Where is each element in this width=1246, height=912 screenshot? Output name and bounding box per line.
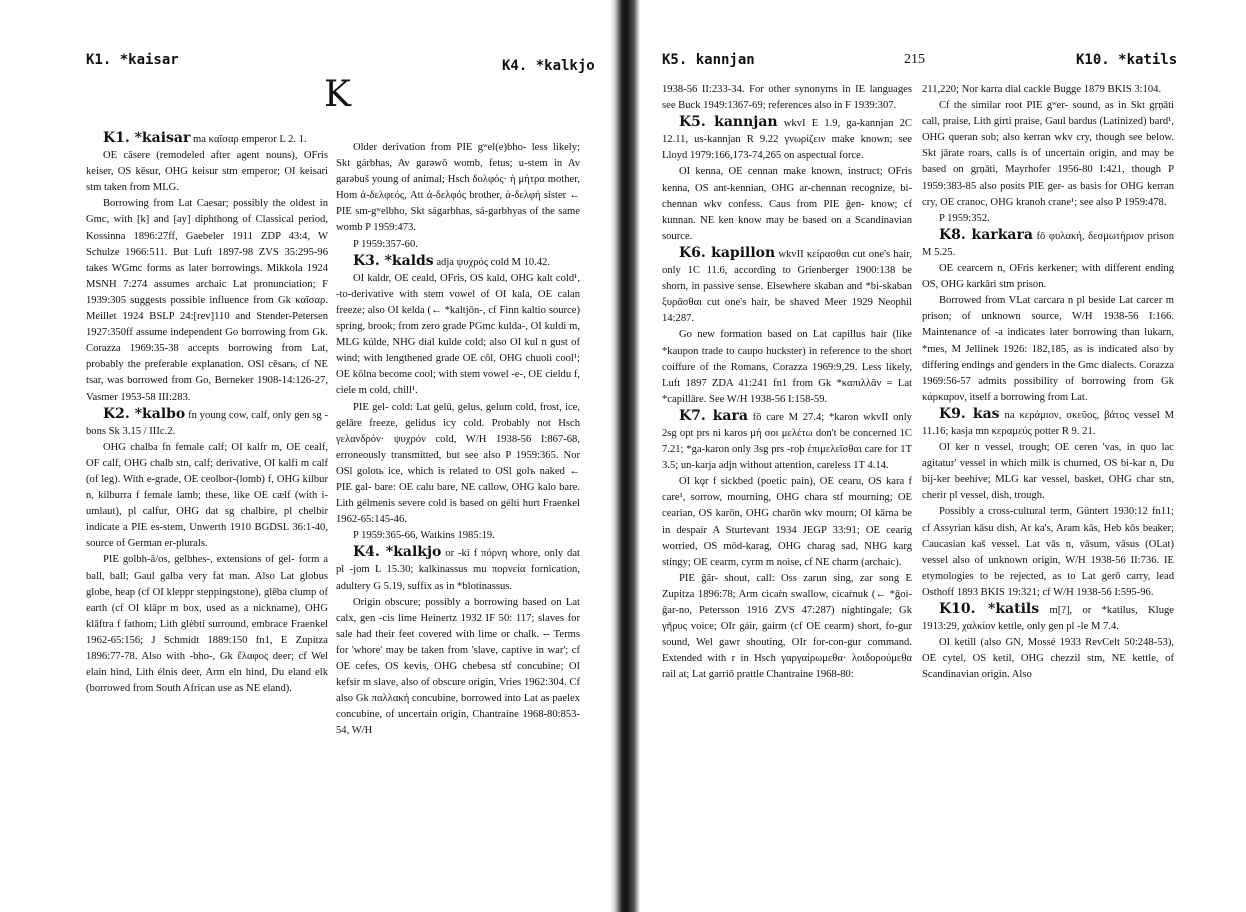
body-paragraph [922,440,1174,504]
entry-headword: K10. *katils [938,601,1040,617]
running-head-right: K10. *katils [1076,52,1178,68]
paragraph-text: OI kǫr f sickbed (poetic pain), OE cearu, OS kara f care¹, sorrow, mourning, OHG chara stf mourning; OE cearian, OS karōn, OHG charōn wkv mourn; OI kārna be in despair A Sturtevant 1934 JEGP 33:91; OE cearig worried, OS mōd-karag, OHG charag sad, NHG karg stingy; OE cearm, cyrm m noise, cf NE charm (archaic). [662,476,912,568]
entry-headword: K7. kara [678,407,748,424]
paragraph-text: PIE golbh-ā/os, gelbhes-, extensions of gel- form a ball, ball; Gaul galba very fat man. Also Lat globus globe, heap (cf OI kleppr steppingstone), glēba clump of earth (cf OI klāpr m box, used as a nickname), OHG klāftra f fathom; Lith glėbti surround, embrace Fraenkel 1962-65:156; J Schmidt 1889:150 fn1, E Zupitza 1896:77-78. Also with -bho-, Gk ἔλαφος deer; cf Wel elain hind, Lith élnis deer, Arm eln hind, Du eland elk (borrowed from South African use as NE eland). [86,554,328,695]
entry-paragraph [922,601,1174,635]
paragraph-text: fō φυλακή, δεσμωτήριον prison M 5.25. [922,230,1174,258]
entry-headword: K8. karkara [938,226,1033,243]
paragraph-text: OI ker n vessel, trough; OE ceren 'vas, in quo lac agitatur' vessel in which milk is churned, OS bi-kar n, Du bij-ker beehive; MLG kar vessel, basket, OHG char stn, cherir pl vessel, dish, trough. [922,442,1174,502]
paragraph-text: Origin obscure; possibly a borrowing based on Lat calx, gen -cis lime Heinertz 1932 IF 50: 117; slaves for sale had their feet covered with lime or chalk. -- Terms for 'whore' may be taken from 'slave, captive in war'; cf OE cefes, OS kevis, OHG chebesa stf concubine; OI kefsir m slave, also of obscure origin, Vries 1962:304. Cf also Gk παλλακή concubine, borrowed into Lat as paelex concubine, of uncertain origin, Chantraine 1968-80:853-54, W/H [336,596,580,737]
section-letter: K [324,74,351,115]
paragraph-text: Possibly a cross-cultural term, Güntert 1930:12 fn11; cf Assyrian kāsu dish, Ar ka's, Aram kās, Heb kōs beaker; Caucasian kaš vessel. Lat vās n, vāsum, vāsus (OLat) vessel also of unknown origin, W/H 1938-56 II:736. IE etymologies to be rejected, as to Lat gerō carry, lead Osthoff 1893 BKIS 19:321; cf W/H 1938-56 I:595-96. [922,506,1174,598]
paragraph-text: Borrowed from VLat carcara n pl beside Lat carcer m prison; of unknown source, W/H 1938-56 I:166. Maintenance of -a indicates later borrowing than lukarn, *mes, M Jellinek 1926: 182,185, as is indicated also by differing endings and genders in the Gmc dialects. Corazza 1969:56-57 admits possibility of borrowing from Gk κάρκαρον, itself a borrowing from Lat. [922,295,1174,403]
body-paragraph [922,211,1174,227]
right-column-2 [922,82,1174,683]
body-paragraph [86,196,328,405]
body-paragraph [86,440,328,553]
entry-paragraph [336,544,580,594]
entry-paragraph [922,227,1174,261]
paragraph-text: m[?], or *katilus, Kluge 1913:29, χαλκίον kettle, only gen pl -le M 7.4. [922,605,1175,633]
paragraph-text: PIE gel- cold: Lat gelū, gelus, gelum cold, frost, ice, gelāre freeze, gelidus icy cold. Probably not Hsch γελανδρόν· ψυχρόν cold, W/H 1938-56 I:867-68, erroneously transmitted, but see also P 1959:365. Nor OSl golotь ice, which is related to OSl golъ naked ← PIE gal- bare: OE calu bare, NE callow, OHG kalo bare. Lith gélmenis severe cold is based on gélti hurt Fraenkel 1962-65:145-46. [336,401,580,526]
paragraph-text: OE cearcern n, OFris kerkener; with different ending OS, OHG karkāri stm prison. [922,263,1174,291]
body-paragraph [336,237,580,253]
book-spine-shadow [610,0,640,912]
paragraph-text: Go new formation based on Lat capillus hair (like *kaupon trade to caupo huckster) in reference to the short coiffure of the Romans, Corazza 1969:9,29. Less likely, Luft 1897 ZDA 41:241 fn1 from Gk *καπιλλᾶν = Lat *capillāre. See W/H 1938-56 I:158-59. [662,329,912,405]
body-paragraph [662,571,912,684]
page-number: 215 [904,52,925,67]
entry-headword: K6. kapillon [678,244,776,261]
entry-paragraph [662,408,912,474]
paragraph-text: Cf the similar root PIE gʷer- sound, as in Skt gṛṇāti call, praise, Lith gìrti praise, Gaul bardus (Latinized) bard¹, OHG queran sob; also kerran wkv cry, though see below. Skt jārate roars, calls is of uncertain origin, and may be based on gṛṇāti, Mayrhofer 1956-80 I:421, though P 1959:383-85 also posits PIE ger- as basis for OHG kerran cry, OE cranoc, OHG kranoh crane¹; see also P 1959:478. [922,100,1174,208]
body-paragraph [922,82,1174,98]
entry-paragraph [86,130,328,148]
right-page [640,0,1246,912]
paragraph-text: fn young cow, calf, only gen sg -bons Sk 3.15 / IIIc.2. [86,409,328,437]
paragraph-text: na κεράμιον, σκεῦος, βάτος vessel M 11.16; kasja mn κεραμεύς potter R 9. 21. [922,409,1175,437]
paragraph-text: fō care M 27.4; *karon wkvII only 2sg opt prs ni karos μή σοι μελέτω don't be concerned 1C 7.21; *ga-karon only 3sg prs -roþ ἐπιμελεῖσθαι care for 1T 3.5; un-karja adjn without attention, careless 1T 4.14. [662,411,912,472]
left-page [0,0,610,912]
paragraph-text: Older derivation from PIE gʷel(e)bho- less likely; Skt gárbhas, Av garəwō womb, fetus; u-stem in Av garəbuš young of animal; Hsch δολφός· ἡ μήτρα mother, Hom ἀ-δελφεός, Att ἀ-δελφός brother, ἀ-δελφή sister ← PIE sm-gʷelbho, Skt ságarbhas, sá-garbhyas of the same womb P 1959:473. [336,142,580,234]
paragraph-text: 1938-56 II:233-34. For other synonyms in IE languages see Buck 1949:1367-69; references also in F 1939:307. [662,84,912,112]
body-paragraph [922,261,1174,293]
paragraph-text: P 1959:357-60. [352,238,418,250]
entry-headword: K5. kannjan [678,114,778,131]
entry-paragraph [662,245,912,327]
entry-headword: K9. kas [938,405,1000,422]
body-paragraph [336,140,580,237]
entry-paragraph [662,114,912,164]
entry-paragraph [336,253,580,271]
paragraph-text: P 1959:365-66, Watkins 1985:19. [352,530,495,542]
entry-paragraph [922,406,1174,440]
left-column-1 [86,130,328,697]
entry-paragraph [86,406,328,440]
right-column-1 [662,82,912,683]
body-paragraph [662,327,912,407]
body-paragraph [86,148,328,196]
paragraph-text: ma καῖσαρ emperor L 2. 1. [193,134,307,145]
entry-headword: K1. *kaisar [102,130,191,146]
paragraph-text: Borrowing from Lat Caesar; possibly the oldest in Gmc, with [k] and [ay] diphthong of Classical period, Kossinna 1896:27ff, Gaebeler 1911 ZDP 43:4, W Schulze 1966:511. But Luft 1897-98 ZVS 35:295-96 takes WGmc forms as later borrowings. Mikkola 1924 MSNH 7:274 assumes archaic Lat pronunciation; F 1939:305 suggests possible influence from Gk καῖσαρ. Meillet 1924 BSLP 24:[rev]110 and Stender-Petersen 1927:350ff assume independent Go borrowing from Gk. Corazza 1969:35-38 accepts borrowing from Lat, probably the preferable explanation. OSl cěsarь, cf NE tsar, was borrowed from Go, Berneker 1908-14:126-27, Vasmer 1953-58 III:283. [86,198,328,403]
body-paragraph [922,98,1174,211]
left-column-2 [336,140,580,739]
paragraph-text: P 1959:352. [938,212,990,224]
body-paragraph [336,271,580,400]
paragraph-text: 211,220; Nor karra dial cackle Bugge 1879 BKIS 3:104. [922,84,1162,95]
body-paragraph [336,528,580,544]
running-head-right: K4. *kalkjo [502,58,595,74]
entry-headword: K3. *kalds [352,252,434,269]
running-head-left: K1. *kaisar [86,52,179,68]
paragraph-text: OE cāsere (remodeled after agent nouns), OFris keiser, OS kēsur, OHG keisur stm emperor; OI keisari stm taken from MLG. [86,150,328,194]
paragraph-text: OI kenna, OE cennan make known, instruct; OFris kenna, OS ant-kennian, OHG ar-chennan recognize, bi-chennan wkv confess. Caus from PIE ĝen- know; cf kunnan. NE ken know may be based on a Scandinavian source. [662,166,912,242]
paragraph-text: adja ψυχρός cold M 10.42. [436,256,551,268]
paragraph-text: wkvII κείρασθαι cut one's hair, only 1C 11.6, according to Grienberger 1900:138 be shorn, in passive sense. Elsewhere skaban and *bi-skaban ξυρᾶσθαι cut one's hair, be shaved Meer 1929 Neophil 14:287. [662,248,912,325]
body-paragraph [86,552,328,697]
running-head-left: K5. kannjan [662,52,755,68]
paragraph-text: or -ki f πόρνη whore, only dat pl -jom L 15.30; kalkinassus mu πορνεία fornication, adultery G 5.19, suffix as in *blotinassus. [336,548,581,592]
paragraph-text: OI kaldr, OE ceald, OFris, OS kald, OHG kalt cold¹, -to-derivative with stem vowel of OI kala, OE calan freeze; also OI kelda (← *kaltjōn-, cf Finn kaltio source) spring, brook; from zero grade PGmc kulda-, OI kuldi m, MLG külde, NHG dial kulde cold; also OI kul n gust of wind; with lengthened grade OE cōl, OHG chuoli cool¹; OE kōlna become cool; with stem vowel -e-, OE cieldu f, ciele m cold, chill¹. [336,272,580,397]
body-paragraph [922,635,1174,683]
body-paragraph [336,400,580,529]
paragraph-text: OHG chalba fn female calf; OI kalfr m, OE cealf, OF calf, OHG chalb stn, calf; derivative, OI kalfi m calf (of leg). With e-grade, OE ceolbor-(lomb) f, OHG kilbur n, kilburra f female lamb; these, like OE cælf (with i-umlaut), pl calfur, OHG dat sg chalbire, pl chelbir indicate a PIE es-stem, Unwerth 1910 BGDSL 36:1-40, source of German er-plurals. [86,441,328,550]
paragraph-text: PIE ĝār- shout, call: Oss zarun sing, zar song E Zupitza 1896:78; Arm cicaṙn swallow, cicaṙnuk (← *ĝoi-ĝar-no, Petersson 1916 ZVS 47:287) nightingale; Gk γῆρυς voice; OIr gáir, gairm (cf OE cearm) short, fo-gur sound, Wel gawr shouting, OIr for-con-gur command. Extended with r in Hsch γαργαίρωμεθα· λοιδορούμεθα rail at; Lat garriō prattle Chantraine 1968-80: [662,572,912,681]
body-paragraph [922,504,1174,601]
body-paragraph [922,293,1174,406]
paragraph-text: wkvI E 1.9, ga-kannjan 2C 12.11, us-kannjan R 9.22 γνωρίζειν make known; see Lloyd 1979:166,173-74,265 on aspectual force. [662,118,912,162]
entry-headword: K4. *kalkjo [352,544,442,561]
entry-headword: K2. *kalbo [102,405,186,422]
paragraph-text: OI ketill (also GN, Mossé 1933 RevCelt 50:248-53), OE cytel, OS ketil, OHG chezzil stm, NE kettle, of Scandinavian origin. Also [922,637,1174,681]
body-paragraph [336,595,580,740]
body-paragraph [662,82,912,114]
body-paragraph [662,164,912,244]
body-paragraph [662,474,912,571]
